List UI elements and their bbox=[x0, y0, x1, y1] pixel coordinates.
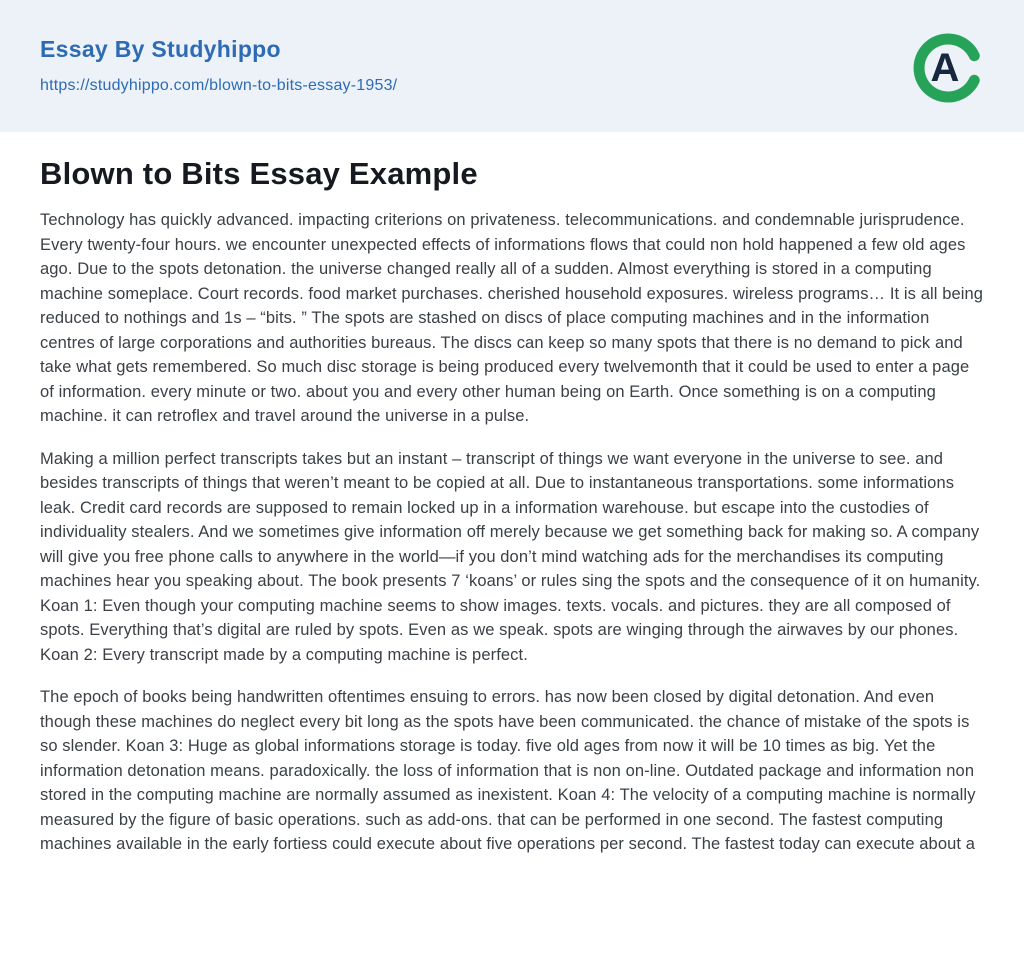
essay-paragraph-2: Making a million perfect transcripts takes but an instant – transcript of things we want everyone in the universe to see. and besides transcripts of things that weren’t meant to be copied at all. Due to instantaneous transportations. some informations leak. Credit card records are supposed to remain locked up in a information warehouse. but escape into the custodies of individuality stealers. And we sometimes give information off merely because we get something back for making so. A company will give you free phone calls to anywhere in the world—if you don’t mind watching ads for the merchandises its computing machines hear you speaking about. The book presents 7 ‘koans’ or rules sing the spots and the consequence of it on humanity. Koan 1: Even though your computing machine seems to show images. texts. vocals. and pictures. they are all composed of spots. Everything that’s digital are ruled by spots. Even as we speak. spots are winging through the airwaves by our phones. Koan 2: Every transcript made by a computing machine is perfect. bbox=[40, 449, 981, 664]
logo-letter: A bbox=[930, 46, 960, 90]
source-url-link[interactable]: https://studyhippo.com/blown-to-bits-essay-1953/ bbox=[40, 77, 398, 94]
page-header bbox=[0, 0, 1024, 132]
header-text-block bbox=[40, 30, 397, 95]
essay-content bbox=[0, 156, 1024, 915]
site-title: Essay By Studyhippo bbox=[40, 36, 281, 62]
essay-paragraph-1: Technology has quickly advanced. impacting criterions on privateness. telecommunications. and condemnable jurisprudence. Every twenty-four hours. we encounter unexpected effects of informations flows that could non hold happened a few old ages ago. Due to the spots detonation. the universe changed really all of a sudden. Almost everything is stored in a computing machine someplace. Court records. food market purchases. cherished household exposures. wireless programs… It is all being reduced to nothings and 1s – “bits. ” The spots are stashed on discs of place computing machines and in the information centres of large corporations and authorities bureaus. The discs can keep so many spots that there is no demand to pick and take what gets remembered. So much disc storage is being produced every twelvemonth that it could be used to enter a page of information. every minute or two. about you and every other human being on Earth. Once something is on a computing machine. it can retroflex and travel around the universe in a pulse. bbox=[40, 211, 984, 425]
studyhippo-logo-icon bbox=[910, 30, 986, 106]
essay-paragraph-3: The epoch of books being handwritten oftentimes ensuing to errors. has now been closed by digital detonation. And even though these machines do neglect every bit long as the spots have been communicated. the chance of mistake of the spots is so slender. Koan 3: Huge as global informations storage is today. five old ages from now it will be 10 times as big. Yet the information detonation means. paradoxically. the loss of information that is non on-line. Outdated package and information non stored in the computing machine are normally assumed as inexistent. Koan 4: The velocity of a computing machine is normally measured by the figure of basic operations. such as add-ons. that can be performed in one second. The fastest computing machines available in the early fortiess could execute about five operations per second. The fastest today can execute about a bbox=[40, 688, 976, 853]
studyhippo-logo bbox=[910, 30, 986, 106]
essay-title: Blown to Bits Essay Example bbox=[40, 156, 478, 191]
